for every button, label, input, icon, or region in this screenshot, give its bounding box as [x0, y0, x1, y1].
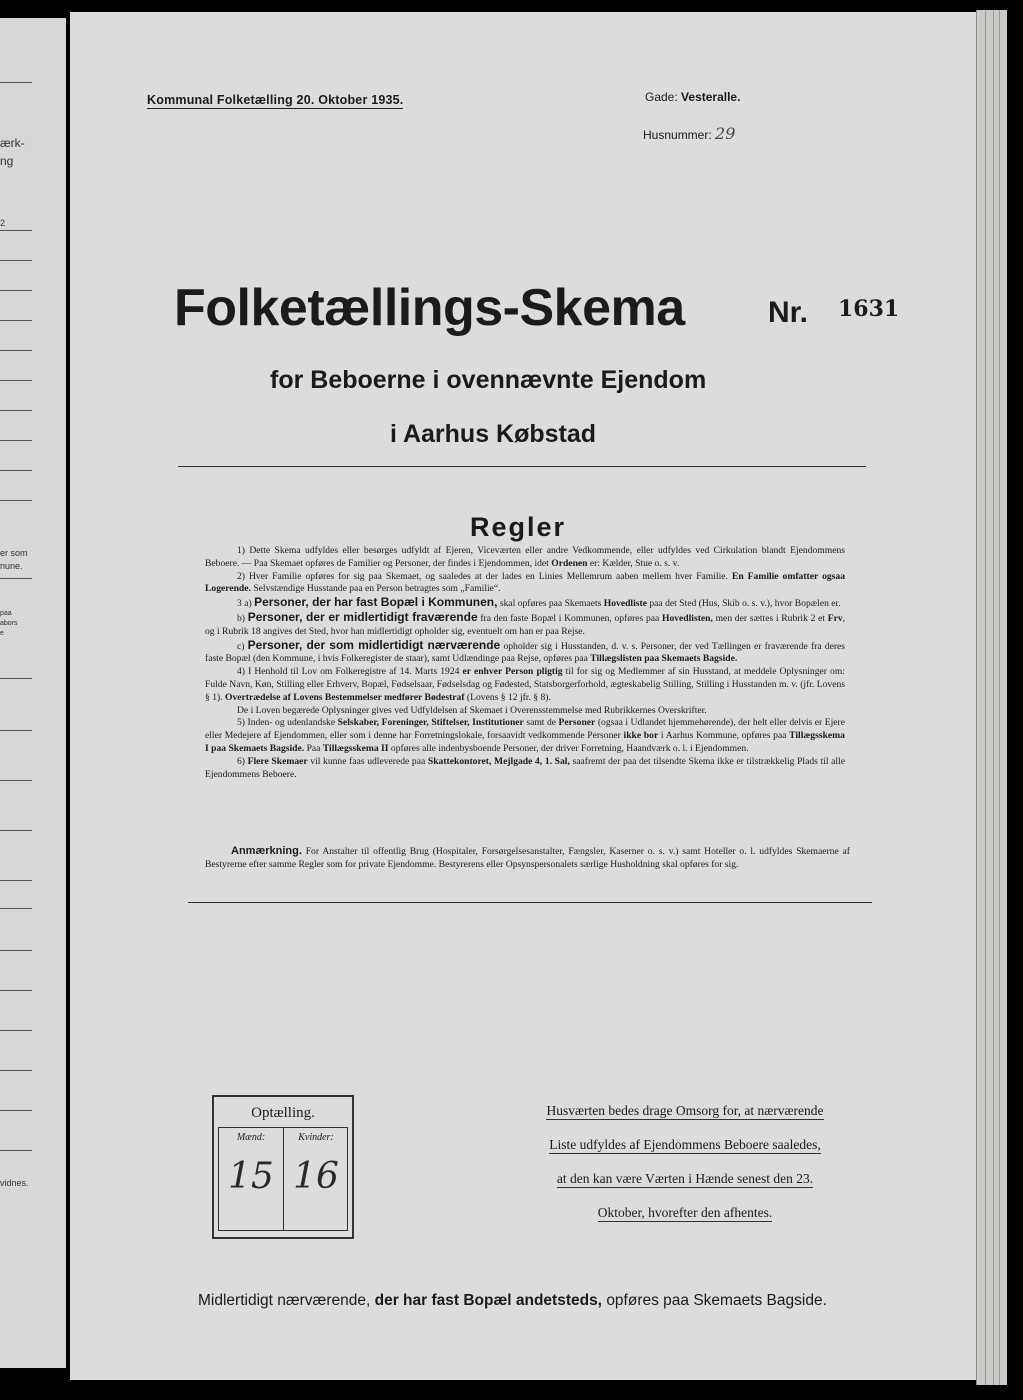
divider	[0, 880, 32, 881]
fragment-text: vidnes.	[0, 1178, 29, 1188]
divider	[0, 500, 32, 501]
divider	[0, 260, 32, 261]
divider	[999, 10, 1000, 1385]
divider	[0, 990, 32, 991]
divider	[0, 1030, 32, 1031]
house-number-value: 29	[715, 124, 736, 143]
notice-line: Liste udfyldes af Ejendommens Beboere saaledes,	[549, 1137, 821, 1152]
divider	[0, 350, 32, 351]
fragment-text: ng	[0, 154, 14, 168]
rule-3a: 3 a) Personer, der har fast Bopæl i Kommunen, skal opføres paa Skemaets Hovedliste paa det Sted (Hus, Skib o. s. v.), hvor Bopælen er.	[237, 595, 841, 610]
rule-2: 2) Hver Familie opføres for sig paa Skemaet, og saaledes at der lades en Linies Mellemrum aaben mellem hver Familie. En Familie omfatter ogsaa Logerende. Selvstændige Husstande paa en Person betragtes som „Familie“.	[205, 570, 845, 595]
divider	[0, 82, 32, 83]
divider	[0, 320, 32, 321]
divider	[0, 230, 32, 231]
rule-4b: De i Loven begærede Oplysninger gives ved Udfyldelsen af Skemaet i Overensstemmelse med Rubrikkernes Overskrifter.	[237, 704, 707, 716]
form-number-value: 1631	[838, 296, 900, 322]
count-box-title: Optælling.	[251, 1105, 315, 1121]
rule-4: 4) I Henhold til Lov om Folkeregistre af 14. Marts 1924 er enhver Person pligtig til for sig og Medlemmer af sin Husstand, at meddele Oplysninger om: Fulde Navn, Køn, Stilling eller Erhverv, Bopæl, Fødselsaar, Fødselsdag og Fødested, Statsborgerforhold, ægteskabelig Stilling, Stilling i Husstanden m. v. (jfr. Lovens § 1). Overtrædelse af Lovens Bestemmelser medfører Bødestraf (Lovens § 12 jfr. § 8).	[205, 666, 845, 703]
fragment-text: nune.	[0, 561, 23, 571]
divider	[178, 466, 866, 467]
notice-line: Oktober, hvorefter den afhentes.	[597, 1205, 773, 1220]
street-value: Vesteralle.	[681, 90, 741, 104]
remark-paragraph	[205, 845, 850, 872]
rules-heading: Regler	[470, 512, 567, 542]
divider	[0, 380, 32, 381]
street-label: Gade:	[645, 90, 678, 104]
page-title: Folketællings-Skema	[174, 279, 685, 337]
divider	[0, 780, 32, 781]
divider	[0, 290, 32, 291]
landlord-notice	[517, 1094, 853, 1230]
street-field	[645, 90, 740, 104]
rule-5: 5) Inden- og udenlandske Selskaber, Foreninger, Stiftelser, Institutioner samt de Personer (ogsaa i Udlandet hjemmehørende), der helt eller delvis er Ejere eller Medejere af Ejendommen, eller som i denne har Forretningslokale, forsaavidt vedkommende Personer ikke bor i Aarhus Kommune, opføres paa Tillægsskema I paa Skemaets Bagside. Paa Tillægsskema II opføres alle indenbysboende Personer, der driver Forretning, Haandværk o. l. i Ejendommen.	[205, 717, 845, 754]
footer-bold-text: der har fast Bopæl andetsteds,	[374, 1292, 602, 1309]
house-number-label: Husnummer:	[643, 128, 712, 142]
footer-text: Midlertidigt nærværende,	[198, 1292, 371, 1309]
fragment-text: e	[0, 630, 4, 637]
men-count: 15	[228, 1156, 274, 1197]
previous-page-edge	[0, 18, 66, 1368]
rule-3b: b) Personer, der er midlertidigt fraværende fra den faste Bopæl i Kommunen, opføres paa Hovedlisten, men der sættes i Rubrik 2 et Frv, og i Rubrik 18 angives det Sted, hvor han midlertidigt opholder sig, eventuelt om han er paa Rejse.	[205, 609, 846, 637]
divider	[0, 578, 32, 579]
page-stack-edge	[976, 10, 1007, 1385]
women-count: 16	[293, 1156, 339, 1197]
divider	[0, 950, 32, 951]
divider	[0, 470, 32, 471]
divider	[993, 10, 994, 1385]
divider	[188, 902, 872, 903]
divider	[985, 10, 986, 1385]
women-label: Kvinder:	[298, 1132, 334, 1143]
rule-6: 6) Flere Skemaer vil kunne faas udleverede paa Skattekontoret, Mejlgade 4, 1. Sal, saafremt der paa det tilsendte Skema ikke er tilstrækkelig Plads til alle Ejendommens Beboere.	[205, 755, 845, 780]
notice-line: Husværten bedes drage Omsorg for, at nærværende	[546, 1103, 824, 1118]
count-box	[212, 1095, 354, 1239]
rule-3c: c) Personer, der som midlertidigt nærværende opholder sig i Husstanden, d. v. s. Personer, der ved Tællingen er fraværende fra deres faste Bopæl (den Kommune, i hvis Folkeregister de staar), samt Udlændinge paa Rejse, opføres paa Tillægslisten paa Skemaets Bagside.	[205, 637, 846, 665]
women-column	[283, 1128, 348, 1230]
divider	[0, 908, 32, 909]
count-table	[218, 1127, 348, 1231]
fragment-text: ærk-	[0, 136, 25, 150]
form-number-label: Nr.	[768, 296, 809, 329]
notice-line: at den kan være Værten i Hænde senest den 23.	[556, 1171, 814, 1186]
rule-1: 1) Dette Skema udfyldes eller besørges udfyldt af Ejeren, Viceværten eller andre Vedkommende, eller udfyldes ved Cirkulation blandt Ejendommens Beboere. — Paa Skemaet opføres de Familier og Personer, der findes i Ejendommen, idet Ordenen er: Kælder, Stue o. s. v.	[205, 545, 845, 569]
fragment-text: paa	[0, 610, 12, 617]
footer-note	[198, 1292, 827, 1310]
remark-text: For Anstalter til offentlig Brug (Hospitaler, Forsørgelsesanstalter, Fængsler, Kaserner o. s. v.) samt Hoteller o. l. udfyldes Skemaerne af Bestyrerne efter samme Regler som for private Ejendomme. Bestyrerens eller Opsynspersonalets særlige Husholdning skal opføres for sig.	[205, 846, 850, 870]
men-column	[219, 1128, 283, 1230]
rules-text	[205, 545, 845, 781]
house-number-field	[643, 124, 735, 143]
footer-text-end: opføres paa Skemaets Bagside.	[606, 1292, 827, 1309]
divider	[0, 1070, 32, 1071]
divider	[0, 678, 32, 679]
subtitle-location: i Aarhus Købstad	[390, 420, 597, 448]
divider	[0, 1110, 32, 1111]
divider	[0, 830, 32, 831]
divider	[0, 1150, 32, 1151]
divider	[0, 440, 32, 441]
fragment-text: er som	[0, 548, 28, 558]
census-header: Kommunal Folketælling 20. Oktober 1935.	[147, 93, 404, 107]
divider	[0, 730, 32, 731]
men-label: Mænd:	[236, 1132, 266, 1143]
divider	[0, 410, 32, 411]
fragment-text: 2	[0, 218, 6, 228]
remark-label: Anmærkning.	[231, 845, 302, 857]
fragment-text: abors	[0, 620, 18, 627]
subtitle: for Beboerne i ovennævnte Ejendom	[270, 366, 707, 394]
